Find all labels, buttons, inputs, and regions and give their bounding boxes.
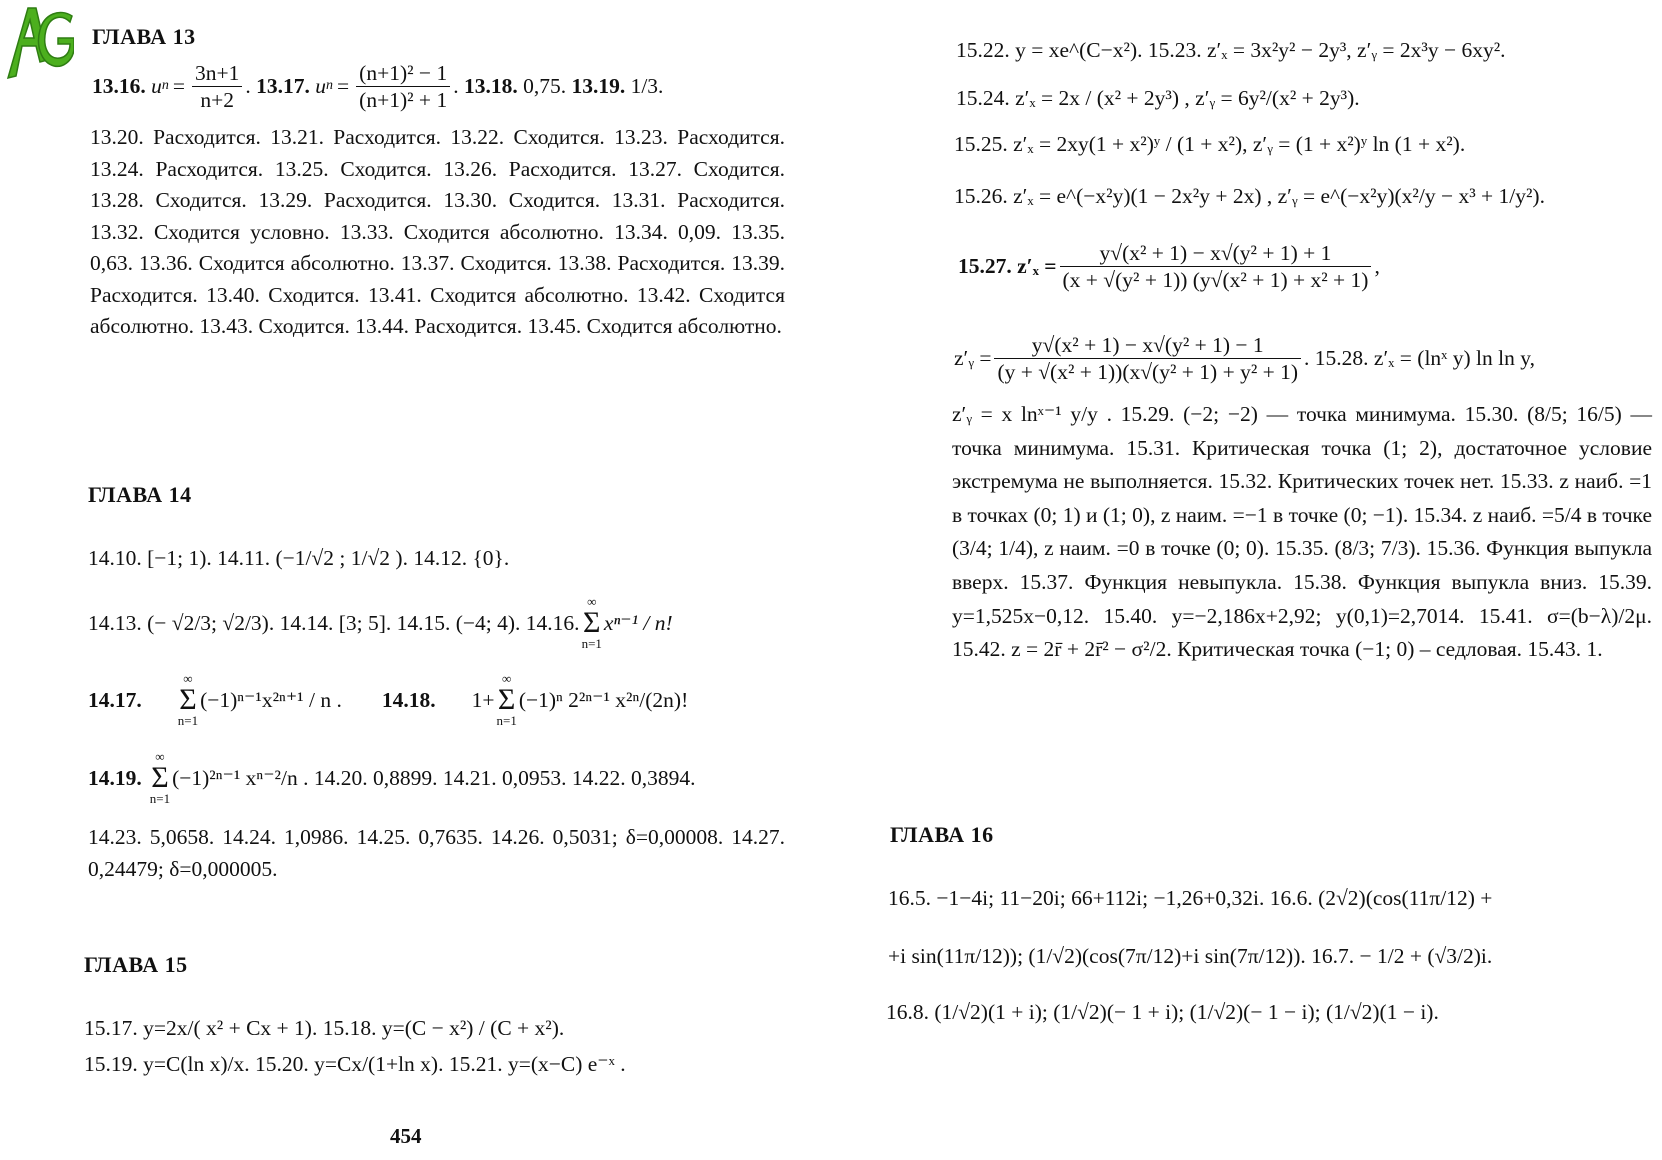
math-text: (−1)²ⁿ⁻¹ xⁿ⁻²/n . 14.20. 0,8899. 14.21. 0,0953. 14.22. 0,3894. <box>172 765 696 790</box>
sum-upper-limit: ∞ <box>155 749 165 764</box>
sigma: Σ <box>179 683 197 716</box>
fraction <box>192 60 242 113</box>
answer-label: 15.27. z′ₓ = <box>958 253 1057 278</box>
answer-line-14-10: 14.10. [−1; 1). 14.11. (−1/√2 ; 1/√2 ). 14.12. {0}. <box>88 546 510 570</box>
answer-text: 0,75. <box>517 73 572 98</box>
sum-lower-limit: n=1 <box>149 791 171 806</box>
chapter-14-answers: 14.23. 5,0658. 14.24. 1,0986. 14.25. 0,7635. 14.26. 0,5031; δ=0,00008. 14.27. 0,24479; δ=0,000005. <box>88 825 785 881</box>
fraction <box>1060 240 1372 293</box>
fraction-numerator: y√(x² + 1) − x√(y² + 1) − 1 <box>994 332 1301 359</box>
answer-line-13-16: 13.16. u n = $\frac{3n+1}{n+2}$ . 13.17. u n = $\frac{\text{(n+1)² − 1}}{\text{(n+1)² + 1}}$ . 13.18. 0,75. 13.19. 1/3. <box>92 60 664 112</box>
fraction-numerator: 3n+1 <box>192 60 242 87</box>
answer-text: 1/3. <box>625 73 664 98</box>
answer-line-15-24: 15.24. z′ₓ = 2x / (x² + 2y³) , z′ᵧ = 6y²/(x² + 2y³). <box>956 86 1360 110</box>
math-text: z′ᵧ = <box>954 345 992 370</box>
page-number: 454 <box>390 1124 422 1148</box>
sum-symbol <box>150 750 170 806</box>
fraction <box>994 332 1301 385</box>
math-text: (−1)ⁿ⁻¹x²ⁿ⁺¹ / n . <box>200 687 342 712</box>
math-text: u <box>151 73 162 98</box>
answer-line-14-13 <box>88 588 673 658</box>
answer-number: 13.19. <box>571 73 626 98</box>
answer-line-16-8: 16.8. (1/√2)(1 + i); (1/√2)(− 1 + i); (1/√2)(− 1 − i); (1/√2)(1 − i). <box>886 1000 1439 1024</box>
sum-symbol <box>496 672 516 728</box>
fraction-numerator: y√(x² + 1) − x√(y² + 1) + 1 <box>1060 240 1372 267</box>
math-text: (−1)ⁿ 2²ⁿ⁻¹ x²ⁿ/(2n)! <box>518 687 689 712</box>
math-text: , <box>1374 253 1380 278</box>
sum-lower-limit: n=1 <box>177 713 199 728</box>
answer-line-14-17 <box>88 664 688 736</box>
answer-line-16-6b: +i sin(11π/12)); (1/√2)(cos(7π/12)+i sin(7π/12)). 16.7. − 1/2 + (√3/2)i. <box>888 944 1493 968</box>
answer-line-15-27-zy <box>954 326 1535 390</box>
right-page <box>830 0 1662 1160</box>
math-text: = <box>172 73 186 98</box>
sum-upper-limit: ∞ <box>502 671 512 686</box>
left-page <box>0 0 830 1160</box>
fraction-denominator: (y + √(x² + 1))(x√(y² + 1) + y² + 1) <box>997 359 1299 384</box>
answer-line-15-17: 15.17. y=2x/( x² + Cx + 1). 15.18. y=(C − x²) / (C + x²). <box>84 1016 565 1040</box>
fraction-denominator: (n+1)² + 1 <box>359 87 448 112</box>
answer-number: 14.18. <box>381 687 436 712</box>
chapter-15-answers: z′ᵧ = x lnˣ⁻¹ y/y . 15.29. (−2; −2) — точка минимума. 15.30. (8/5; 16/5) — точка минимума. 15.31. Критическая точка (1; 2), достаточное условие экстремума не выполняется. 15.32. Критических точек нет. 15.33. z наиб. =1 в точках (0; 1) и (1; 0), z наим. =−1 в точке (0; −1). 15.34. z наиб. =5/4 в точке (3/4; 1/4), z наим. =0 в точке (0; 0). 15.35. (8/3; 7/3). 15.36. Функция выпукла вверх. 15.37. Функция невыпукла. 15.38. Функция выпукла вниз. 15.39. y=1,525x−0,12. 15.40. y=−2,186x+2,92; y(0,1)=2,7014. 15.41. σ=(b−λ)/2μ. 15.42. z = 2r̄ + 2r̄² − σ²/2. Критическая точка (−1; 0) – седловая. 15.43. 1. <box>952 402 1652 662</box>
sigma: Σ <box>151 761 169 794</box>
answer-number: 13.16. <box>92 73 146 98</box>
fraction-denominator: (x + √(y² + 1)) (y√(x² + 1) + x² + 1) <box>1062 267 1369 292</box>
chapter-13-heading: ГЛАВА 13 <box>92 24 196 49</box>
math-text: u <box>315 73 327 98</box>
answer-number: 13.17. <box>256 73 310 98</box>
answer-text: 14.13. (− √2/3; √2/3). 14.14. [3; 5]. 14.15. (−4; 4). 14.16. <box>88 610 580 635</box>
chapter-13-answers: 13.20. Расходится. 13.21. Расходится. 13.22. Сходится. 13.23. Расходится. 13.24. Расходится. 13.25. Сходится. 13.26. Расходится. 13.27. Сходится. 13.28. Сходится. 13.29. Расходится. 13.30. Сходится. 13.31. Расходится. 13.32. Сходится условно. 13.33. Сходится абсолютно. 13.34. 0,09. 13.35. 0,63. 13.36. Сходится абсолютно. 13.37. Сходится. 13.38. Расходится. 13.39. Расходится. 13.40. Сходится. 13.41. Сходится абсолютно. 13.42. Сходится абсолютно. 13.43. Сходится. 13.44. Расходится. 13.45. Сходится абсолютно. <box>90 125 785 338</box>
fraction-denominator: n+2 <box>200 87 235 112</box>
answer-line-15-22: 15.22. y = xe^(C−x²). 15.23. z′ₓ = 3x²y² − 2y³, z′ᵧ = 2x³y − 6xy². <box>956 38 1506 62</box>
answer-number: 13.18. <box>463 73 518 98</box>
answer-number: 14.17. <box>88 687 142 712</box>
sum-upper-limit: ∞ <box>183 671 193 686</box>
answer-line-16-5: 16.5. −1−4i; 11−20i; 66+112i; −1,26+0,32i. 16.6. (2√2)(cos(11π/12) + <box>888 886 1493 910</box>
fraction-numerator: (n+1)² − 1 <box>356 60 450 87</box>
sum-lower-limit: n=1 <box>581 636 602 651</box>
sum-upper-limit: ∞ <box>587 594 597 609</box>
answer-line-15-27 <box>958 234 1380 298</box>
math-text: 1+ <box>471 687 495 712</box>
chapter-15-heading: ГЛАВА 15 <box>84 952 188 977</box>
math-text: n <box>161 78 169 93</box>
math-text: . 15.28. z′ₓ = (lnˣ y) ln ln y, <box>1304 345 1535 370</box>
math-text: xⁿ⁻¹ / n! <box>603 610 673 635</box>
answer-number: 14.19. <box>88 765 142 790</box>
fraction <box>356 60 450 113</box>
answer-line-15-26: 15.26. z′ₓ = e^(−x²y)(1 − 2x²y + 2x) , z′ᵧ = e^(−x²y)(x²/y − x³ + 1/y²). <box>954 184 1545 208</box>
math-text: = <box>337 73 350 98</box>
chapter-14-heading: ГЛАВА 14 <box>88 482 192 507</box>
answer-line-14-19 <box>88 742 695 814</box>
sum-lower-limit: n=1 <box>496 713 517 728</box>
answer-line-15-19: 15.19. y=C(ln x)/x. 15.20. y=Cx/(1+ln x). 15.21. y=(x−C) e⁻ˣ . <box>84 1052 626 1076</box>
ag-logo-icon <box>2 0 74 90</box>
sum-symbol <box>582 595 602 651</box>
sum-symbol <box>178 672 198 728</box>
chapter-16-heading: ГЛАВА 16 <box>890 822 994 847</box>
answer-line-15-25: 15.25. z′ₓ = 2xy(1 + x²)ʸ / (1 + x²), z′ᵧ = (1 + x²)ʸ ln (1 + x²). <box>954 132 1466 156</box>
sigma: Σ <box>497 683 516 716</box>
sigma: Σ <box>583 606 601 639</box>
math-text: n <box>326 78 334 93</box>
